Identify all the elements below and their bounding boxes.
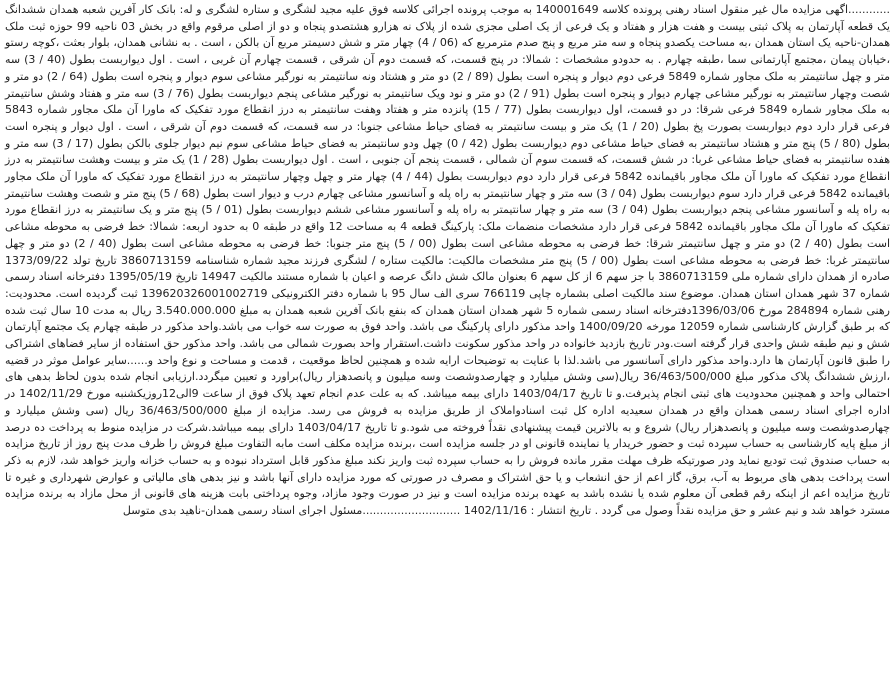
notice-text: ............اگهی مزایده مال غیر منقول اسناد رهنی پرونده کلاسه 140001649 به موجب پرونده اجرائی کلاسه فوق علیه مجید لشگری و ستاره لشگری و له: بانک کار آفرین شعبه همدان ششدانگ یک قطعه آپارتمان به پلاک ثبتی بیست و هفت هزار و هفتاد و یک فرعی از یک اصلی مجزی شده از پلاک نه هزارو هشتصدو پنجاه و دو از اصلی مرقوم واقع در بخش 03 ناحیه 99 حوزه ثبت ملک همدان-ناحیه یک استان همدان ،به مساحت یکصدو پنجاه و سه متر مربع و پنج صدم مترمربع که (06 / 4) چهار متر و شش دسیمتر مربع آن بالکن ، است . به نشانی همدان، بلوار بعثت ،کوچه رستو ،خیابان پیمان ،مجتمع آپارتمانی سما ،طبقه چهارم . به حدودو مشخصات : شمالا: در پنج قسمت، که قسمت دوم آن شرقی ، قسمت چهارم آن غربی ، است . اول دیواربست بطول (40 / 3) سه متر و چهل سانتیمتر به ملک مجاور شماره 5849 فرعی دوم دیوار و پنجره است بطول (89 / 2) دو متر و هشتاد ونه سانتیمتر به نورگیر مشاعی سوم دیوار و پنجره است بطول (64 / 2) دو متر و شصت وچهار سانتیمتر به نورگیر مشاعی چهارم دیوار و پنجره است بطول (91 / 2) دو متر و نود ویک سانتیمتر به نورگیر مشاعی پنجم دیواربست بطول (76 / 3) سه متر و هفتاد وشش سانتیمتر به ملک مجاور شماره 5849 فرعی شرقا: در دو قسمت، اول دیواربست بطول (77 / 15) پانزده متر و هفتاد وهفت سانتیمتر به درز انقطاع مورد تفکیک که ماورا آن ملک مجاور شماره 5843 فرعی قرار دارد دوم دیواربست بصورت پخ بطول (20 / 1) یک متر و بیست سانتیمتر به فضای حیاط مشاعی جنوبا: در سه قسمت، که قسمت دوم آن شرقی ، است . اول دیوار و پنجره است بطول (80 / 5) پنج متر و هشتاد سانتیمتر به فضای حیاط مشاعی دوم دیواربست بطول (42 / 0) چهل ودو سانتیمتر به فضای حیاط مشاعی سوم نیم دیوار جلوی بالکن بطول (17 / 3) سه متر و هفده سانتیمتر به فضای حیاط مشاعی غربا: در شش قسمت، که قسمت سوم آن شمالی ، قسمت پنجم آن جنوبی ، است . اول دیواربست بطول (28 / 1) یک متر و بیست وهشت سانتیمتر به درز انقطاع مورد تفکیک که ماورا آن ملک مجاور باقیمانده 5842 فرعی قرار دارد دوم دیواربست بطول (44 / 4) چهار متر و چهل وچهار سانتیمتر به درز انقطاع مورد تفکیک که ماورا آن ملک مجاور باقیمانده 5842 فرعی قرار دارد سوم دیواربست بطول (04 / 3) سه متر و چهار سانتیمتر به راه پله و آسانسور مشاعی چهارم درب و دیوار است بطول (68 / 5) پنج متر و شصت وهشت سانتیمتر به راه پله و آسانسور مشاعی پنجم دیواربست بطول (04 / 3) سه متر و چهار سانتیمتر به راه پله و آسانسور مشاعی ششم دیواربست بطول (01 / 5) پنج متر و یک سانتیمتر به درز انقطاع مورد تفکیک که ماورا آن ملک مجاور باقیمانده 5842 فرعی قرار دارد مشخصات منضمات ملک: پارکینگ قطعه 4 به مساحت 12 واقع در طبقه 0 به حدود اربعه: شمالا: خط فرضی به محوطه مشاعی است بطول (40 / 2) دو متر و چهل سانتیمتر شرقا: خط فرضی به محوطه مشاعی است بطول (00 / 5) پنج متر جنوبا: خط فرضی به محوطه مشاعی است بطول (40 / 2) دو متر و چهل سانتیمتر غربا: خط فرضی به محوطه مشاعی است بطول (00 / 5) پنج متر مشخصات مالکیت: مالکیت ستاره / لشگری فرزند مجید شماره شناسنامه 3860713159 تاریخ تولد 1373/09/22 صادره از همدان دارای شماره ملی 3860713159 با جز سهم 6 از کل سهم 6 بعنوان مالک شش دانگ عرصه و اعیان با شماره مستند مالکیت 14947 تاریخ 1395/05/19 دفترخانه اسناد رسمی شماره 37 شهر همدان استان همدان. موضوع سند مالکیت اصلی بشماره چاپی 766119 سری الف سال 95 با شماره دفتر الکترونیکی 139620326001002719 ثبت گردیده است. محدودیت: رهنی شماره 284894 مورخ 1396/03/06دفترخانه اسناد رسمی شماره 5 شهر همدان استان همدان که بنفع بانک آفرین شعبه همدان به مبلغ 3.540.000.000 ریال به مدت 10 سال ثبت شده که بر طبق گزارش کارشناسی شماره 12059 مورخه 1400/09/20 واحد مذکور دارای پارکینگ می باشد. واحد فوق به صورت سه خواب می باشد.واحد مذکور در طبقه چهارم یک مجتمع آپارتمان شش و نیم طبقه شش واحدی قرار گرفته است.ودر تاریخ بازدید خانواده در واحد مذکور سکونت داشت.استقرار واحد بصورت شمالی می باشد. واحد مذکور حق استفاده از سایر فضاهای اشتراکی را طبق قانون آپارتمان ها دارد.واحد مذکور دارای آسانسور می باشد.لذا با عنایت به توضیحات ارایه شده و همچنین لحاظ موقعیت ، قدمت و مساحت و نوع واحد و......سایر عوامل موثر در قضیه ،ارزش ششدانگ پلاک مذکور مبلغ 36/463/500/000 ریال(سی وشش میلیارد و چهارصدوشصت وسه میلیون و پانصدهزار ریال)براورد و تعیین میگردد.ارزیابی انجام شده بدون لحاظ بدهی های احتمالی واحد و همچنین محدودیت های ثبتی انجام پذیرفت.و تا تاریخ 1403/04/17 دارای بیمه میباشد. که به علت عدم انجام تعهد پلاک فوق از ساعت 9الی12روزیکشنبه مورخ 1402/11/29 در اداره اجرای اسناد رسمی همدان واقع در همدان سعیدیه اداره کل ثبت اسنادواملاک از طریق مزایده به فروش می رسد. مزایده از مبلغ 36/463/500/000 ریال (سی وشش میلیارد و چهارصدوشصت وسه میلیون و پانصدهزار ریال) شروع و به بالاترین قیمت پیشنهادی نقداً فروخته می شود.و تا تاریخ 1403/04/17 دارای بیمه میباشد.شرکت در مزایده منوط به پرداخت ده درصد از مبلغ پایه کارشناسی به حساب سپرده ثبت و حضور خریدار یا نماینده قانونی او در جلسه مزایده است ،برنده مزایده مکلف است مابه التفاوت مبلغ فروش را ظرف مدت پنج روز از تاریخ مزایده به حساب صندوق ثبت تودیع نماید ودر صورتیکه ظرف مهلت مقرر مانده فروش را به حساب سپرده ثبت واریز نکند مبلغ مذکور قابل استرداد نبوده و به حساب خزانه واریز خواهد شد، لازم به ذکر است پرداخت بدهی های مربوط به آب، برق، گاز اعم از حق انشعاب و یا حق اشتراک و مصرف در صورتی که مورد مزایده دارای آنها باشد و نیز بدهی های مالیاتی و عوارض شهرداری و غیره تا تاریخ مزایده اعم از اینکه رقم قطعی آن معلوم شده یا نشده باشد به عهده برنده مزایده است و نیز در صورت وجود مازاد، وجوه پرداختی بابت هزینه های قانونی از محل مازاد به برنده مزایده مسترد خواهد شد و نیم عشر و حق مزایده نقداً وصول می گردد . تاریخ انتشار : 1402/11/16 ............................مسئول اجرای اسناد رسمی همدان-ناهید بدی متوسل bbox=[5, 3, 891, 518]
